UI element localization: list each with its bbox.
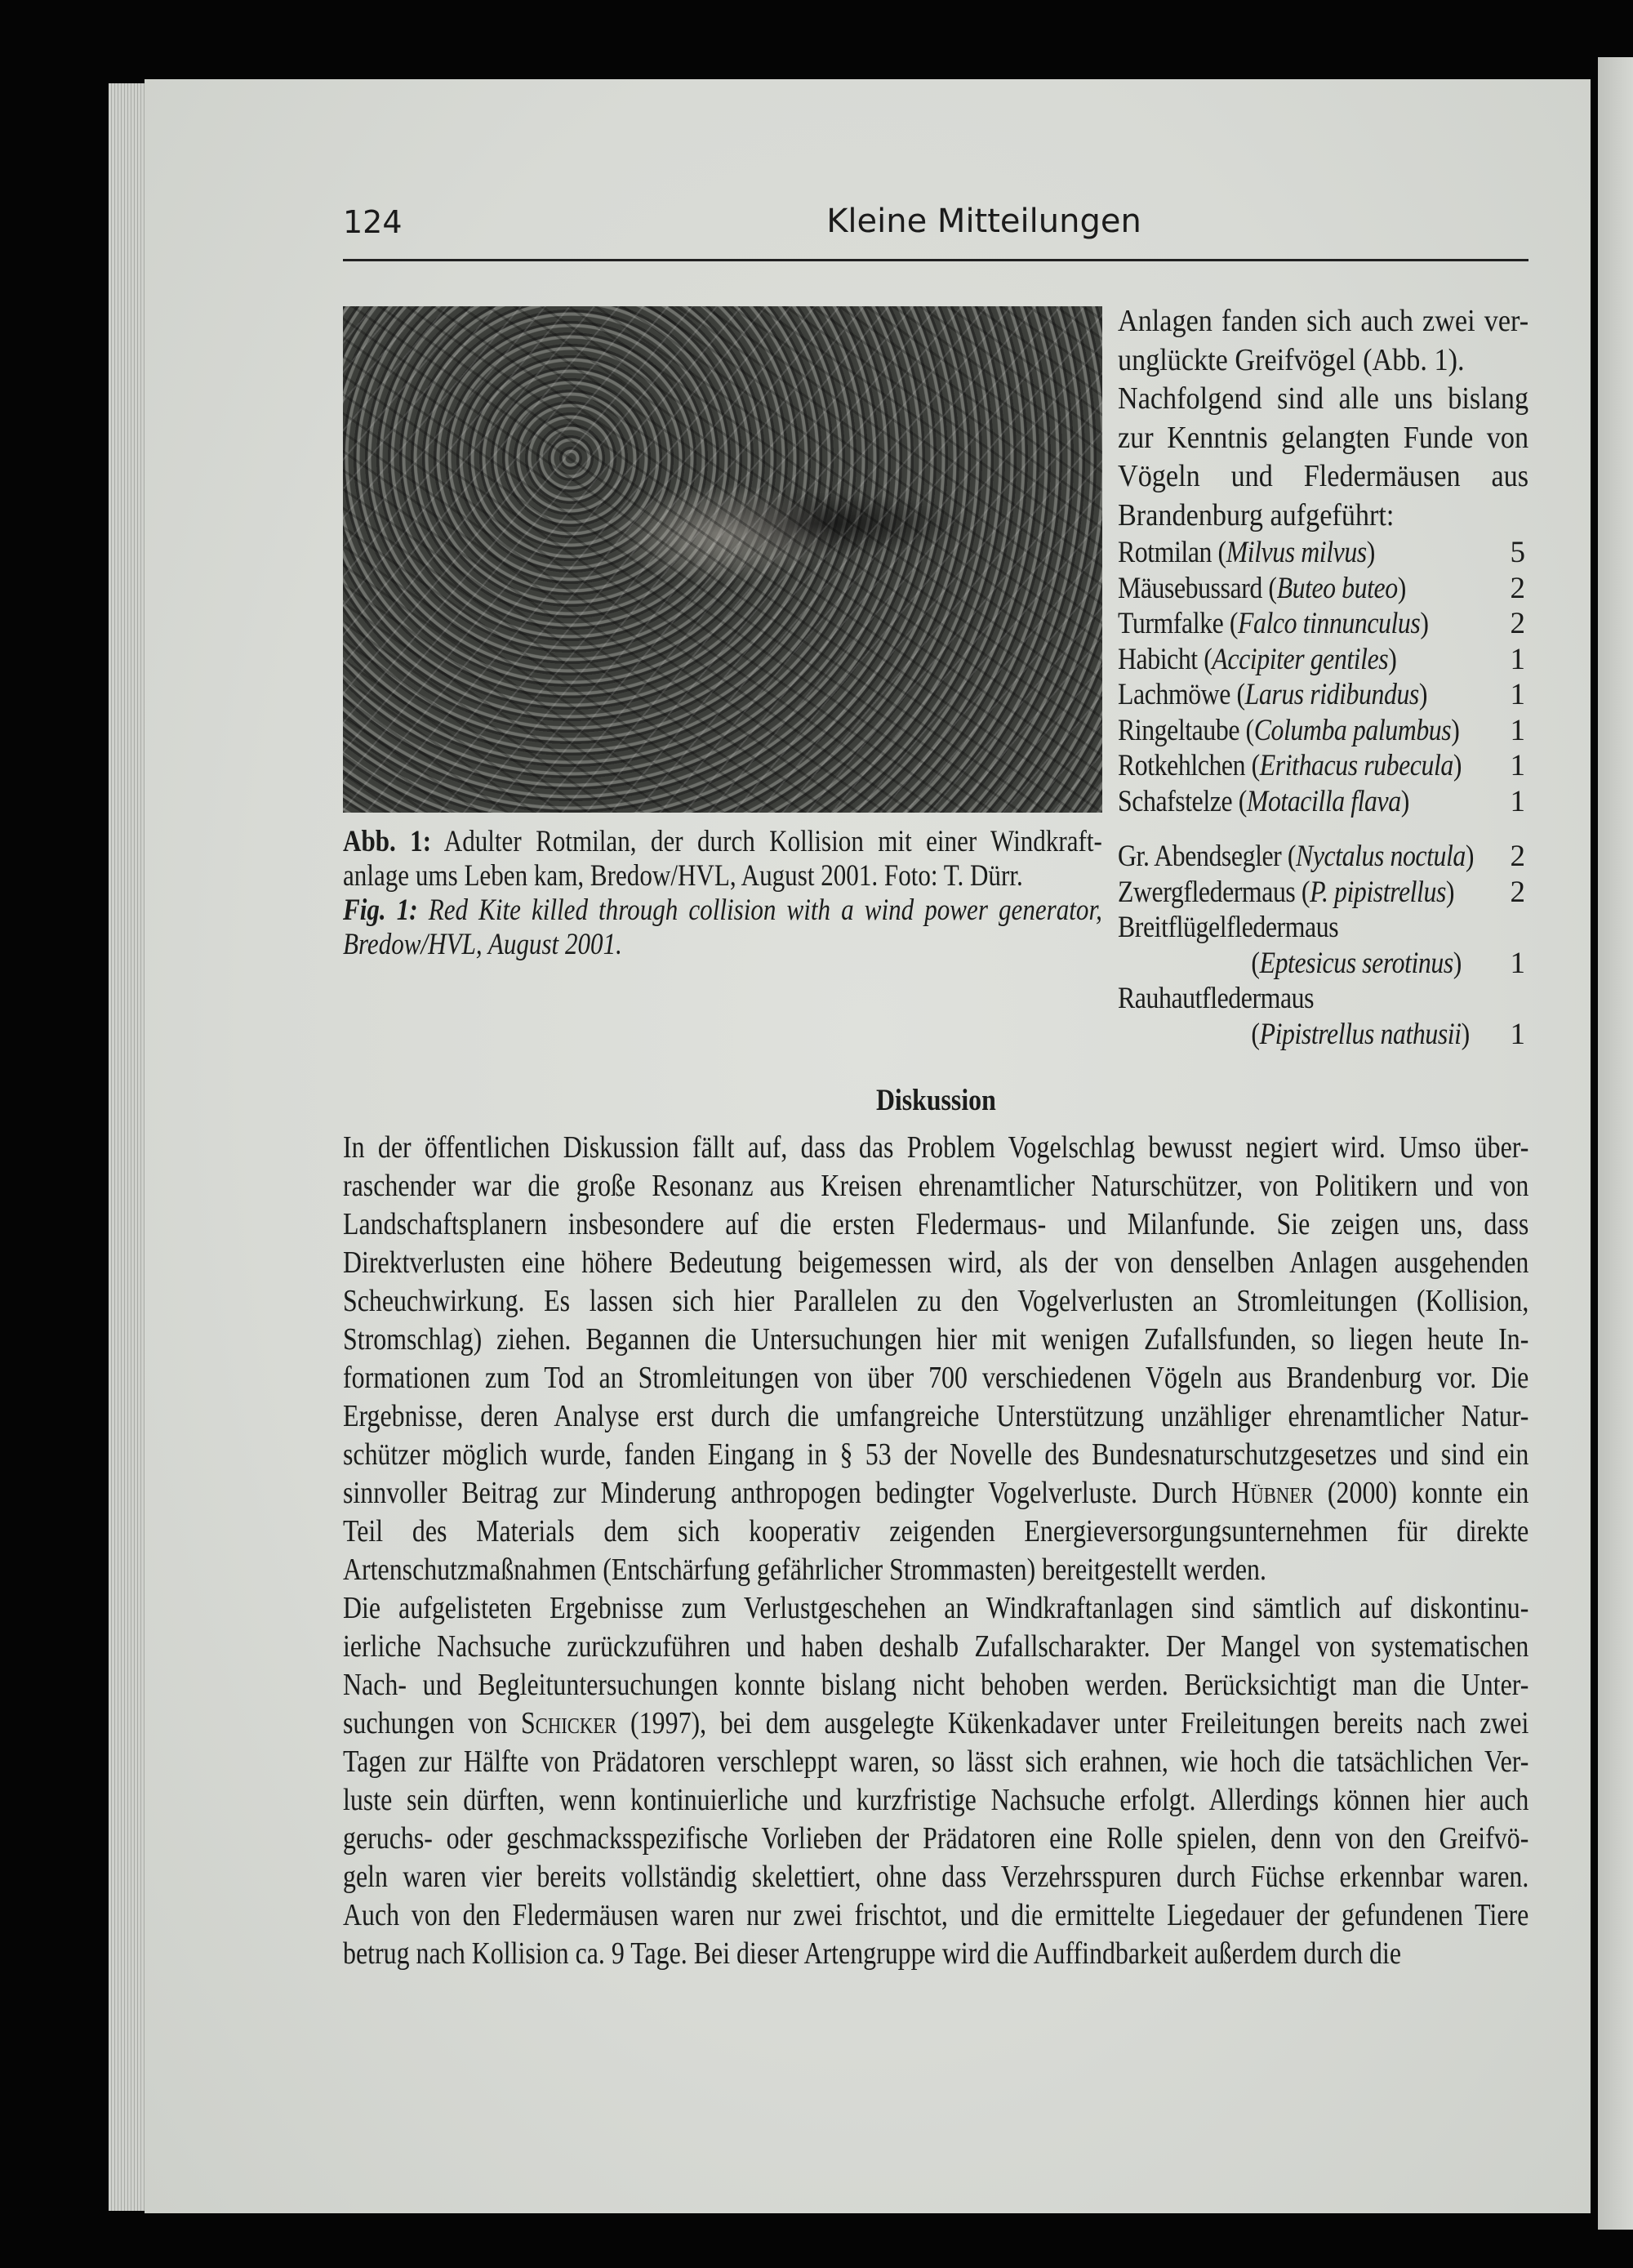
text-segment: suchungen von — [343, 1706, 521, 1740]
common-name: Turmfalke — [1118, 607, 1224, 640]
body-line: Stromschlag) ziehen. Begannen die Untersuchungen hier mit wenigen Zufallsfunden, so liegen heute In- — [343, 1322, 1529, 1357]
body-line: Scheuchwirkung. Es lassen sich hier Parallelen zu den Vogelverlusten an Stromleitungen (Kollision, — [343, 1284, 1529, 1318]
species-count: 2 — [1510, 571, 1525, 605]
species-count: 1 — [1510, 678, 1525, 711]
species-count: 2 — [1510, 875, 1525, 909]
body-line: geruchs- oder geschmacksspezifische Vorlieben der Prädatoren eine Rolle spielen, denn von den Greifvö- — [343, 1821, 1529, 1856]
latin-name: Eptesicus serotinus — [1259, 946, 1453, 980]
species-row — [1118, 535, 1528, 571]
latin-name: Falco tinnunculus — [1238, 607, 1421, 640]
header-rule — [343, 259, 1528, 261]
caption-line — [343, 825, 1102, 859]
author-name: Schicker — [520, 1706, 617, 1740]
species-latin-wrap: (Eptesicus serotinus) — [1251, 946, 1462, 980]
species-count: 2 — [1510, 607, 1525, 640]
species-name: Habicht (Accipiter gentiles) — [1118, 642, 1397, 676]
caption-line — [343, 893, 1102, 928]
species-row-latin — [1118, 1017, 1528, 1053]
species-name: Rotkehlchen (Erithacus rubecula) — [1118, 749, 1462, 782]
paragraph-line: zur Kenntnis gelangten Funde von — [1118, 420, 1529, 455]
body-line: Artenschutzmaßnahmen (Entschärfung gefährlicher Strommasten) bereitgestellt werden. — [343, 1553, 1266, 1587]
latin-name: Milvus milvus — [1226, 536, 1367, 569]
species-name: Gr. Abendsegler (Nyctalus noctula) — [1118, 840, 1475, 873]
body-line: geln waren vier bereits vollständig skelettiert, ohne dass Verzehrsspuren durch Füchse erkennbar waren. — [343, 1860, 1529, 1894]
species-name: Lachmöwe (Larus ridibundus) — [1118, 678, 1428, 711]
species-count: 1 — [1510, 713, 1525, 747]
page-edges — [109, 83, 149, 2211]
latin-name: Columba palumbus — [1253, 713, 1452, 747]
next-page-edge — [1598, 57, 1633, 2230]
species-name: Schafstelze (Motacilla flava) — [1118, 784, 1409, 818]
species-row — [1118, 981, 1528, 1017]
species-row — [1118, 910, 1528, 946]
caption-text: Red Kite killed through collision with a wind power generator, — [417, 893, 1102, 927]
body-line: Direktverlusten eine höhere Bedeutung beigemessen wird, als der von denselben Anlagen ausgehenden — [343, 1245, 1529, 1280]
paragraph-line: Nachfolgend sind alle uns bislang — [1118, 381, 1529, 416]
species-row — [1118, 606, 1528, 642]
common-name: Breitflügelfledermaus — [1118, 911, 1339, 944]
latin-name: Pipistrellus nathusii — [1259, 1017, 1462, 1051]
species-row — [1118, 875, 1528, 911]
running-title: Kleine Mitteilungen — [826, 203, 1141, 240]
text-segment: (1997), bei dem ausgelegte Kükenkadaver unter Freileitungen bereits nach zwei — [616, 1706, 1529, 1740]
body-line: schützer möglich wurde, fanden Eingang in § 53 der Novelle des Bundesnaturschutzgesetzes und sind ein — [343, 1437, 1529, 1472]
latin-name: P. pipistrellus — [1310, 875, 1446, 909]
species-name — [1118, 910, 1338, 946]
latin-name: Motacilla flava — [1246, 784, 1401, 818]
body-line: Tagen zur Hälfte von Prädatoren verschleppt waren, so lässt sich erahnen, wie hoch die tatsächlichen Ver- — [343, 1744, 1529, 1779]
body-line — [343, 1474, 1528, 1513]
paragraph-line: unglückte Greifvögel (Abb. 1). — [1118, 342, 1465, 377]
species-name: Zwergfledermaus (P. pipistrellus) — [1118, 875, 1455, 909]
species-count: 5 — [1510, 536, 1525, 569]
body-line — [343, 1704, 1528, 1743]
figure-photo-red-kite — [343, 306, 1102, 813]
body-line: In der öffentlichen Diskussion fällt auf, dass das Problem Vogelschlag bewusst negiert wird. Umso über- — [343, 1130, 1529, 1165]
latin-name: Nyctalus noctula — [1296, 840, 1466, 873]
species-latin-wrap: (Pipistrellus nathusii) — [1251, 1017, 1470, 1051]
species-row — [1118, 677, 1528, 713]
text-segment: sinnvoller Beitrag zur Minderung anthropogen bedingter Vogelverluste. Durch — [343, 1476, 1232, 1510]
caption-line — [343, 859, 1102, 893]
common-name: Rotmilan — [1118, 536, 1213, 569]
species-name: Rotmilan (Milvus milvus) — [1118, 536, 1375, 569]
caption-text: anlage ums Leben kam, Bredow/HVL, August 2001. Foto: T. Dürr. — [343, 859, 1023, 893]
body-line: formationen zum Tod an Stromleitungen von über 700 verschiedenen Vögeln aus Brandenburg vor. Die — [343, 1361, 1529, 1395]
common-name: Rotkehlchen — [1118, 749, 1246, 782]
caption-label: Abb. 1: — [343, 825, 432, 858]
body-line: betrug nach Kollision ca. 9 Tage. Bei dieser Artengruppe wird die Auffindbarkeit außerdem durch die — [343, 1936, 1402, 1971]
latin-name: Larus ridibundus — [1244, 678, 1419, 711]
species-name: Ringeltaube (Columba palumbus) — [1118, 713, 1460, 747]
latin-name: Accipiter gentiles — [1212, 642, 1389, 676]
species-row — [1118, 784, 1528, 820]
body-line: Landschaftsplanern insbesondere auf die ersten Fledermaus- und Milanfunde. Sie zeigen uns, dass — [343, 1207, 1529, 1241]
body-line: Auch von den Fledermäusen waren nur zwei frischtot, und die ermittelte Liegedauer der gefundenen Tiere — [343, 1898, 1529, 1932]
caption-line — [343, 928, 1102, 962]
common-name: Schafstelze — [1118, 784, 1233, 818]
latin-name: Buteo buteo — [1276, 571, 1398, 605]
common-name: Rauhautfledermaus — [1118, 982, 1315, 1015]
paragraph-line: Vögeln und Fledermäusen aus — [1118, 459, 1529, 493]
species-name: Mäusebussard (Buteo buteo) — [1118, 571, 1406, 605]
caption-label: Fig. 1: — [343, 893, 418, 927]
common-name: Ringeltaube — [1118, 713, 1240, 747]
species-row — [1118, 571, 1528, 607]
heading-text: Diskussion — [875, 1084, 996, 1117]
body-line: Ergebnisse, deren Analyse erst durch die umfangreiche Unterstützung unzähliger ehrenamtlicher Natur- — [343, 1399, 1529, 1433]
common-name: Mäusebussard — [1118, 571, 1262, 605]
common-name: Lachmöwe — [1118, 678, 1230, 711]
species-name: Turmfalke (Falco tinnunculus) — [1118, 607, 1429, 640]
figure-caption — [343, 825, 1247, 962]
paragraph-line: Brandenburg aufgeführt: — [1118, 497, 1395, 532]
body-line: Teil des Materials dem sich kooperativ zeigenden Energieversorgungsunternehmen für direkte — [343, 1514, 1529, 1548]
species-count: 2 — [1510, 840, 1525, 873]
species-count: 1 — [1510, 784, 1525, 818]
author-name: Hübner — [1231, 1476, 1314, 1510]
body-line: Nach- und Begleituntersuchungen konnte bislang nicht behoben werden. Berücksichtigt man die Unter- — [343, 1668, 1529, 1702]
species-row — [1118, 839, 1528, 875]
body-line: luste sein dürften, wenn kontinuierliche und kurzfristige Nachsuche erfolgt. Allerdings können hier auch — [343, 1783, 1529, 1817]
paragraph-line: Anlagen fanden sich auch zwei ver- — [1118, 304, 1529, 338]
right-column — [1118, 302, 1528, 1052]
species-row — [1118, 748, 1528, 784]
common-name: Zwergfledermaus — [1118, 875, 1296, 909]
common-name: Gr. Abendsegler — [1118, 840, 1282, 873]
species-name — [1118, 981, 1314, 1017]
text-segment: (2000) konnte ein — [1313, 1476, 1529, 1510]
species-count: 1 — [1510, 749, 1525, 782]
species-row — [1118, 642, 1528, 678]
body-line: ierliche Nachsuche zurückzuführen und haben deshalb Zufallscharakter. Der Mangel von systematischen — [343, 1629, 1529, 1664]
discussion-body — [343, 1129, 1528, 1973]
page-number: 124 — [343, 204, 403, 240]
species-count: 1 — [1510, 642, 1525, 676]
caption-text: Bredow/HVL, August 2001. — [343, 928, 622, 961]
section-heading-diskussion — [343, 1083, 1528, 1118]
caption-text: Adulter Rotmilan, der durch Kollision mit einer Windkraft- — [431, 825, 1102, 858]
body-line: Die aufgelisteten Ergebnisse zum Verlustgeschehen an Windkraftanlagen sind sämtlich auf diskontinu- — [343, 1591, 1529, 1625]
body-line: raschender war die große Resonanz aus Kreisen ehrenamtlicher Naturschützer, von Politikern und von — [343, 1169, 1529, 1203]
latin-name: Erithacus rubecula — [1259, 749, 1453, 782]
species-row-latin — [1118, 946, 1528, 982]
common-name: Habicht — [1118, 642, 1198, 676]
species-count: 1 — [1510, 1017, 1525, 1051]
species-count: 1 — [1510, 946, 1525, 980]
species-row — [1118, 713, 1528, 749]
